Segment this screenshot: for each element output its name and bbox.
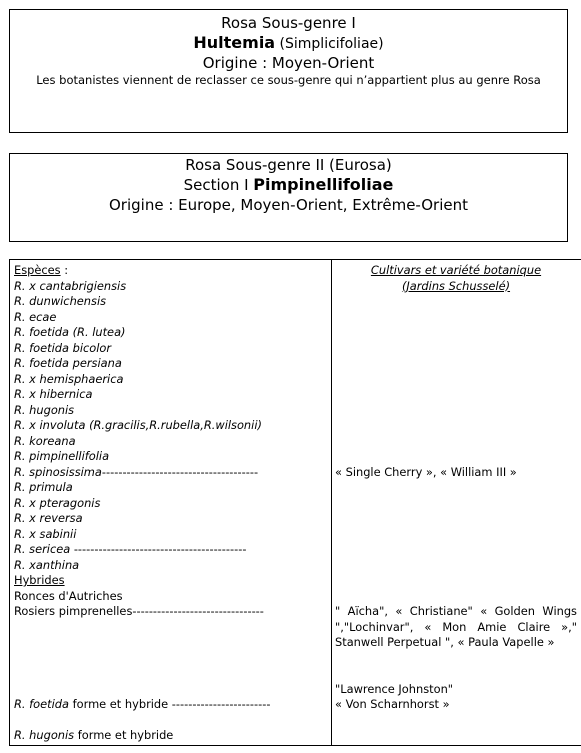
species-item [14, 527, 331, 543]
hultemia-label: Hultemia [193, 33, 276, 52]
species-header [14, 263, 331, 279]
species-name: R. sericea [14, 542, 71, 556]
species-dashes: -------------------------------------- [101, 464, 259, 479]
spinosissima-cultivars: « Single Cherry », « William III » [335, 464, 517, 479]
species-name: R. x sabinii [14, 526, 77, 541]
species-name: R. primula [14, 480, 73, 494]
cultivars-header-2: (Jardins Schusselé) [401, 278, 511, 293]
species-item [14, 341, 331, 357]
hugonis-hybrid-name: R. hugonis [14, 728, 75, 742]
species-item [14, 465, 331, 481]
cultivars-header-1: Cultivars et variété botanique [370, 263, 542, 277]
hugonis-hybrid-rest: forme et hybride [74, 728, 174, 742]
species-table [9, 259, 581, 746]
species-name: R. pimpinellifolia [14, 449, 110, 463]
subgenus-2-title: Rosa Sous-genre II (Eurosa) [185, 156, 392, 174]
species-item [14, 542, 331, 558]
species-item [14, 511, 331, 527]
species-name: R. spinosissima [14, 464, 102, 479]
species-name: R. x hemisphaerica [14, 371, 124, 386]
species-name: R. xanthina [14, 557, 80, 572]
especes-label: Espèces [14, 263, 61, 277]
species-item [14, 558, 331, 574]
species-name: R. foetida persiana [14, 356, 122, 370]
subgenus-1-title: Rosa Sous-genre I [221, 14, 356, 32]
species-name: R. x cantabrigiensis [14, 278, 127, 293]
species-name: R. x hibernica [14, 387, 93, 401]
especes-colon: : [60, 263, 69, 277]
ronces-item: Ronces d'Autriches [14, 588, 123, 603]
subgenus-2-box [9, 153, 568, 242]
foetida-cultivar-1: "Lawrence Johnston" [335, 681, 454, 696]
species-name: R. x pteragonis [14, 495, 101, 510]
species-item [14, 434, 331, 450]
species-name: R. foetida (R. lutea) [14, 325, 126, 339]
species-item [14, 387, 331, 403]
species-item [14, 496, 331, 512]
table-row [10, 260, 581, 746]
subgenus-1-origin: Origine : Moyen-Orient [202, 54, 375, 72]
foetida-hybrid-rest: forme et hybride ------------------------ [68, 697, 271, 711]
subgenus-1-name [10, 33, 567, 54]
species-item [14, 372, 331, 388]
species-item [14, 480, 331, 496]
species-item [14, 449, 331, 465]
section-1-title [10, 175, 567, 195]
species-name: R. koreana [14, 433, 76, 448]
species-column [10, 260, 332, 746]
species-item [14, 403, 331, 419]
hugonis-hybrid-item [14, 728, 331, 744]
subgenus-2-origin: Origine : Europe, Moyen-Orient, Extrême-Orient [108, 196, 469, 214]
species-name: R. dunwichensis [14, 294, 107, 308]
species-name: R. x reversa [14, 511, 83, 525]
species-item [14, 310, 331, 326]
subgenus-1-box [9, 9, 568, 133]
subgenus-1-note: Les botanistes viennent de reclasser ce sous-genre qui n’appartient plus au genre Rosa [36, 73, 541, 87]
species-name: R. foetida bicolor [14, 340, 112, 355]
foetida-hybrid-name: R. foetida [14, 697, 69, 711]
foetida-cultivar-2: « Von Scharnhorst » [335, 697, 450, 711]
rosiers-item: Rosiers pimprenelles-------------------------------- [14, 604, 264, 618]
species-item [14, 325, 331, 341]
species-item [14, 356, 331, 372]
species-name: R. ecae [14, 309, 57, 324]
species-item [14, 279, 331, 295]
pimprenelles-cultivars: " Aïcha", « Christiane" « Golden Wings ","Lochinvar", « Mon Amie Claire »," Stanwell Perpetual ", « Paula Vapelle » [335, 604, 577, 649]
species-item [14, 418, 331, 434]
simplicifoliae-label: (Simplicifoliae) [275, 36, 384, 52]
cultivars-column [332, 260, 581, 746]
pimpinellifoliae-label: Pimpinellifoliae [253, 175, 394, 194]
species-dashes: ------------------------------------------ [70, 542, 247, 556]
section-label: Section I [183, 176, 254, 194]
foetida-hybrid-item [14, 697, 331, 713]
species-name: R. hugonis [14, 402, 75, 417]
species-name: R. x involuta (R.gracilis,R.rubella,R.wilsonii) [14, 418, 262, 432]
hybrides-header: Hybrides [14, 573, 65, 587]
species-list [14, 279, 331, 574]
species-item [14, 294, 331, 310]
